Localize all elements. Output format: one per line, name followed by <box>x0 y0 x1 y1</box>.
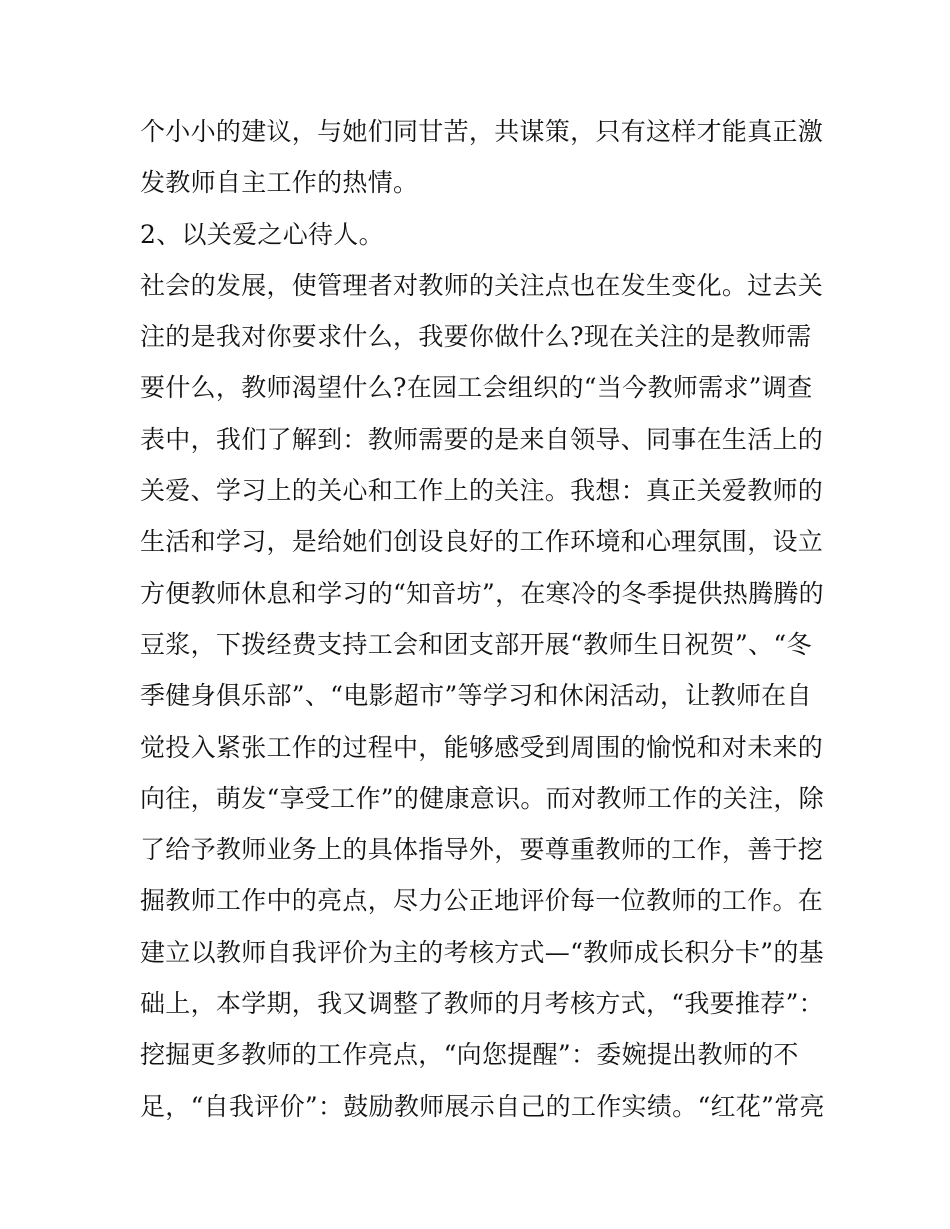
text-line: 础上，本学期，我又调整了教师的月考核方式，“我要推荐”： <box>140 989 824 1019</box>
text-line: 社会的发展，使管理者对教师的关注点也在发生变化。过去关 <box>140 270 824 300</box>
text-line: 季健身俱乐部”、“电影超市”等学习和休闲活动，让教师在自 <box>140 681 812 711</box>
text-line: 挖掘更多教师的工作亮点，“向您提醒”：委婉提出教师的不 <box>140 1040 799 1070</box>
text-line: 表中，我们了解到：教师需要的是来自领导、同事在生活上的 <box>140 424 824 454</box>
text-line: 了给予教师业务上的具体指导外，要尊重教师的工作，善于挖 <box>140 835 824 865</box>
text-line: 注的是我对你要求什么，我要你做什么?现在关注的是教师需 <box>140 322 812 352</box>
text-line: 生活和学习，是给她们创设良好的工作环境和心理氛围，设立 <box>140 527 824 557</box>
text-line: 建立以教师自我评价为主的考核方式—“教师成长积分卡”的基 <box>140 937 824 967</box>
text-line: 要什么，教师渴望什么?在园工会组织的“当今教师需求”调查 <box>140 373 813 403</box>
text-line: 关爱、学习上的关心和工作上的关注。我想：真正关爱教师的 <box>140 476 824 506</box>
text-line: 发教师自主工作的热情。 <box>140 168 419 198</box>
text-line: 向往，萌发“享受工作”的健康意识。而对教师工作的关注，除 <box>140 783 824 813</box>
section-heading: 2、以关爱之心待人。 <box>140 219 384 249</box>
text-line: 方便教师休息和学习的“知音坊”，在寒冷的冬季提供热腾腾的 <box>140 578 824 608</box>
body-text <box>140 106 830 1132</box>
text-line: 觉投入紧张工作的过程中，能够感受到周围的愉悦和对未来的 <box>140 732 824 762</box>
text-line: 个小小的建议，与她们同甘苦，共谋策，只有这样才能真正激 <box>140 117 824 146</box>
text-line: 掘教师工作中的亮点，尽力公正地评价每一位教师的工作。在 <box>140 886 824 916</box>
text-line: 足，“自我评价”：鼓励教师展示自己的工作实绩。“红花”常亮 <box>140 1091 825 1121</box>
text-line: 豆浆，下拨经费支持工会和团支部开展“教师生日祝贺”、“冬 <box>140 629 812 659</box>
